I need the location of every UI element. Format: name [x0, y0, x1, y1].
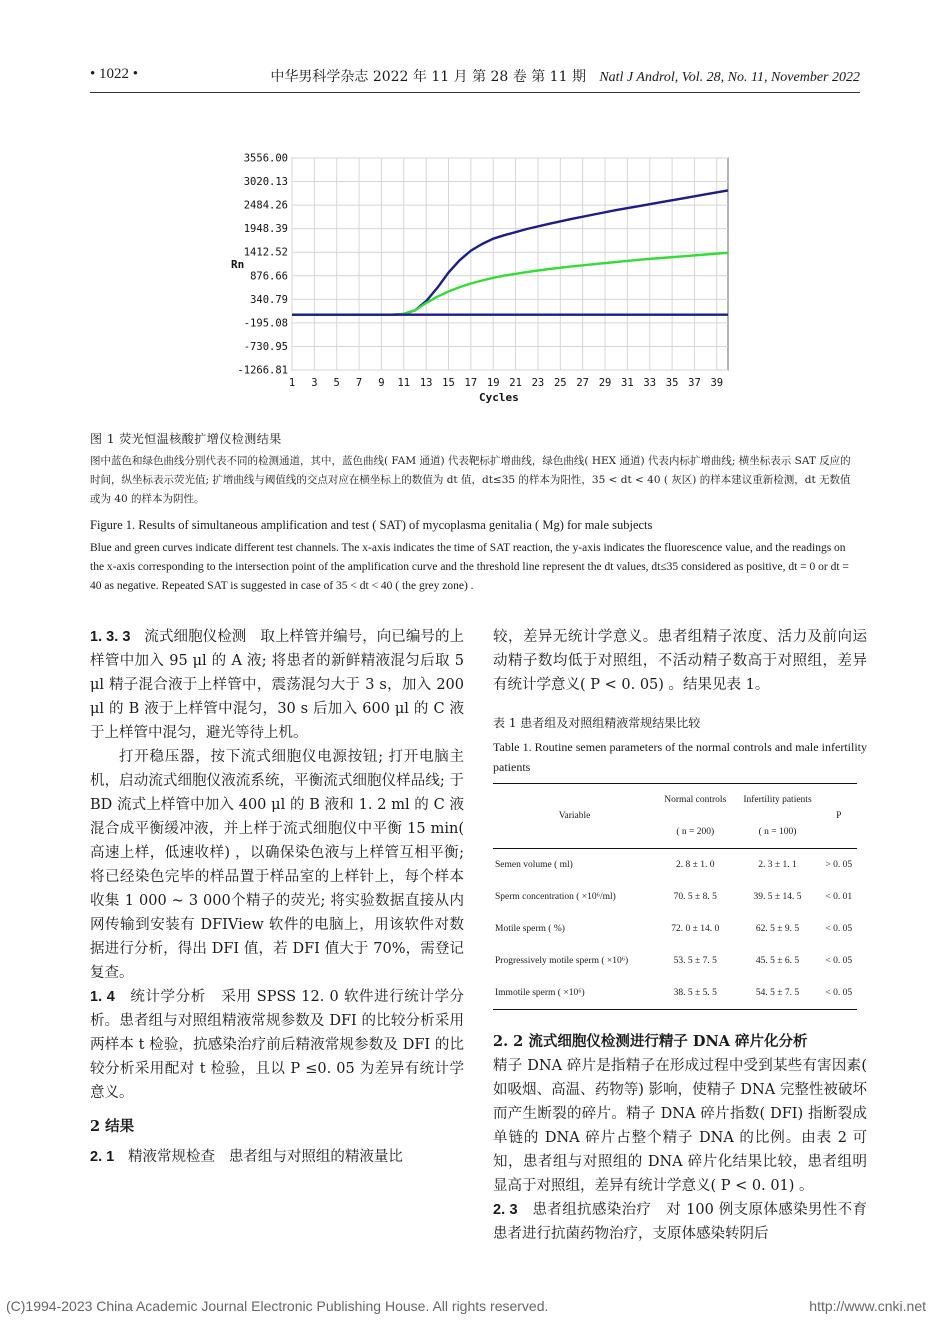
table-cell: < 0. 05: [825, 956, 853, 966]
x-tick-label: 9: [378, 377, 385, 389]
section-title: 患者组抗感染治疗: [532, 1202, 652, 1218]
figure-desc-zh: 图中蓝色和绿色曲线分别代表不同的检测通道，其中，蓝色曲线( FAM 通道) 代表靶标扩增曲线，绿色曲线( HEX 通道) 代表内标扩增曲线; 横坐标表示 SAT 反应的时间，纵坐标表示荧光值; 扩增曲线与阈值线的交点对应在横坐标上的数值为 dt 值，dt≤35 的样本为阳性，35 < dt < 40 ( 灰区) 的样本建议重新检测，dt 无数值或为 40 的样本为阴性。: [90, 455, 851, 505]
table-row: [493, 977, 857, 1010]
table-cell: 72. 0 ± 14. 0: [671, 924, 720, 934]
section-text: 取上样管并编号，向已编号的上样管中加入 95 μl 的 A 液; 将患者的新鲜精液混匀后取 5 μl 精子混合液于上样管中，震荡混匀大于 3 s，加入 200 μl 的 B 液于上样管中混匀，30 s 后加入 600 μl 的 C 液于上样管中混匀，避光等待上机。: [90, 629, 465, 741]
table-cell: 70. 5 ± 8. 5: [673, 892, 717, 902]
right-column: [493, 625, 867, 1246]
x-tick-label: 31: [621, 377, 634, 389]
page-number: • 1022 •: [90, 66, 139, 82]
copyright-text: (C)1994-2023 China Academic Journal Electronic Publishing House. All rights reserved.: [6, 1298, 549, 1314]
section-2-2-title: 2. 2 流式细胞仪检测进行精子 DNA 碎片化分析: [493, 1033, 808, 1050]
section-2-1: [90, 1145, 464, 1169]
section-1-3-3: [90, 625, 464, 745]
table-cell: < 0. 05: [820, 977, 857, 1010]
table-cell: Immotile sperm ( ×10⁶): [493, 977, 656, 1010]
table-cell: > 0. 05: [825, 860, 853, 870]
table-cell: 2. 3 ± 1. 1: [758, 860, 797, 870]
journal-zh: 中华男科学杂志 2022 年 11 月 第 28 卷 第 11 期: [270, 69, 586, 85]
table-title-zh: 表 1 患者组及对照组精液常规结果比较: [493, 716, 701, 730]
x-tick-label: 19: [486, 377, 500, 389]
section-2-heading: 2 结果: [90, 1118, 135, 1135]
table-title-en: Table 1. Routine semen parameters of the normal controls and male infertility patients: [493, 740, 867, 774]
x-tick-label: 23: [531, 377, 545, 389]
y-tick-label: -195.08: [243, 317, 288, 330]
y-tick-label: 3556.00: [243, 152, 288, 165]
x-tick-label: 39: [710, 377, 724, 389]
section-text: 采用 SPSS 12. 0 软件进行统计学分析。患者组与对照组精液常规参数及 DFI 的比较分析采用两样本 t 检验，抗感染治疗前后精液常规参数及 DFI 的比较分析采用配对 t 检验，且以 P ≤0. 05 为差异有统计学意义。: [90, 989, 465, 1101]
section-number: 2. 3: [493, 1202, 518, 1218]
table-cell: Motile sperm ( %): [495, 924, 565, 934]
table-cell: < 0. 01: [825, 892, 853, 902]
table-cell: 54. 5 ± 7. 5: [735, 977, 821, 1010]
table-subheader: ( n = 100): [735, 816, 821, 849]
table-cell: 45. 5 ± 6. 5: [755, 956, 800, 966]
journal-en: Natl J Androl, Vol. 28, No. 11, November 2022: [599, 70, 860, 85]
y-axis-label: Rn: [231, 258, 245, 271]
header-rule: [90, 92, 860, 93]
figure-desc-en: Blue and green curves indicate different test channels. The x-axis indicates the time of SAT reaction, the y-axis indicates the fluorescence value, and the readings on the x-axis corresponding to the intersection point of the amplification curve and the threshold line represent the dt values, dt≤35 considered as positive, dt = 0 or dt = 40 as negative. Repeated SAT is suggested in case of 35 < dt < 40 ( the grey zone) .: [90, 542, 849, 592]
running-header: [90, 66, 860, 88]
y-tick-label: 876.66: [250, 270, 288, 283]
section-1-4: [90, 985, 464, 1105]
figure-title-en: Figure 1. Results of simultaneous amplification and test ( SAT) of mycoplasma genitalia ( Mg) for male subjects: [90, 518, 653, 532]
table-cell: 2. 8 ± 1. 0: [676, 860, 715, 870]
semen-parameters-table: [493, 783, 857, 1010]
y-tick-label: 1948.39: [243, 223, 288, 236]
table-cell: Sperm concentration ( ×10⁶/ml): [495, 892, 616, 902]
section-number: 1. 4: [90, 989, 115, 1005]
left-column: [90, 625, 464, 1169]
table-header: P: [820, 784, 857, 849]
paragraph: 打开稳压器，按下流式细胞仪电源按钮; 打开电脑主机，启动流式细胞仪液流系统，平衡流式细胞仪样品线; 于 BD 流式上样管中加入 400 μl 的 B 液和 1. 2 ml 的 C 液混合成平衡缓冲液，并上样于流式细胞仪中平衡 15 min( 高速上样，低速收样) ，以确保染色液与上样管互相平衡; 将已经染色完毕的样品置于样品室的上样针上，每个样本收集 1 000 ~ 3 000个精子的荧光; 将实验数据直接从内网传输到安装有 DFIView 软件的电脑上，用该软件对数据进行分析，得出 DFI 值，若 DFI 值大于 70%，需登记复查。: [90, 749, 464, 981]
section-text: 患者组与对照组的精液量比: [228, 1149, 403, 1165]
x-tick-label: 3: [311, 377, 318, 389]
table-cell: 62. 5 ± 9. 5: [755, 924, 800, 934]
y-tick-labels: [237, 153, 288, 377]
section-text: 对 100 例支原体感染男性不育患者进行抗菌药物治疗，支原体感染转阴后: [493, 1202, 868, 1242]
table-cell: 53. 5 ± 7. 5: [673, 956, 717, 966]
section-2-2-text: 精子 DNA 碎片是指精子在形成过程中受到某些有害因素( 如吸烟、高温、药物等) 影响，使精子 DNA 完整性被破坏而产生断裂的碎片。精子 DNA 碎片指数( DFI) 指断裂成单链的 DNA 碎片占整个精子 DNA 的比例。由表 2 可知，患者组与对照组的 DNA 碎片化结果比较，患者组明显高于对照组，差异有统计学意义( P < 0. 01) 。: [493, 1058, 867, 1194]
section-title: 精液常规检查: [128, 1149, 216, 1165]
x-tick-label: 35: [665, 377, 679, 389]
x-tick-label: 33: [643, 377, 657, 389]
y-tick-label: 2484.26: [243, 199, 288, 212]
y-tick-label: 340.79: [250, 293, 288, 306]
y-tick-label: 1412.52: [243, 246, 288, 259]
x-tick-label: 27: [576, 377, 589, 389]
y-tick-label: -1266.81: [237, 364, 288, 377]
y-tick-label: 3020.13: [243, 176, 288, 189]
section-title: 统计学分析: [130, 989, 206, 1005]
x-tick-label: 13: [419, 377, 433, 389]
y-tick-label: -730.95: [243, 340, 288, 353]
section-title: 流式细胞仪检测: [144, 629, 247, 645]
section-2-3: [493, 1198, 867, 1246]
figure-title-zh: 图 1 荧光恒温核酸扩增仪检测结果: [90, 432, 282, 446]
table-header: Normal controls: [656, 784, 734, 817]
x-tick-label: 1: [288, 377, 296, 389]
table-cell: Semen volume ( ml): [495, 860, 573, 870]
section-number: 1. 3. 3: [90, 629, 131, 645]
table-subheader: ( n = 200): [656, 816, 734, 849]
table-cell: < 0. 05: [825, 924, 853, 934]
x-tick-label: 7: [355, 377, 363, 389]
copyright-footer: [6, 1298, 926, 1314]
table-row: [493, 913, 857, 945]
table-header: Infertility patients: [735, 784, 821, 817]
amplification-chart: [225, 150, 735, 410]
table-row: [493, 849, 857, 882]
table-cell: Progressively motile sperm ( ×10⁶): [495, 956, 629, 966]
x-tick-label: 15: [442, 377, 455, 389]
table-header: Variable: [493, 784, 656, 849]
table-cell: 38. 5 ± 5. 5: [656, 977, 734, 1010]
section-number: 2. 1: [90, 1149, 115, 1165]
plot-frame: [292, 158, 728, 370]
x-tick-label: 11: [397, 377, 411, 389]
x-tick-label: 37: [688, 377, 701, 389]
x-tick-label: 25: [553, 377, 567, 389]
x-tick-label: 17: [464, 377, 478, 389]
x-tick-label: 5: [333, 377, 340, 389]
x-tick-label: 29: [598, 377, 612, 389]
journal-info: [270, 66, 860, 86]
paragraph: 较，差异无统计学意义。患者组精子浓度、活力及前向运动精子数均低于对照组，不活动精子数高于对照组，差异有统计学意义( P < 0. 05) 。结果见表 1。: [493, 629, 867, 693]
x-axis-label: Cycles: [479, 391, 519, 404]
table-cell: 39. 5 ± 14. 5: [753, 892, 802, 902]
table-row: [493, 881, 857, 913]
x-tick-labels: [289, 377, 723, 389]
table-row: [493, 945, 857, 977]
cnki-link[interactable]: http://www.cnki.net: [809, 1298, 926, 1314]
x-tick-label: 21: [509, 377, 522, 389]
